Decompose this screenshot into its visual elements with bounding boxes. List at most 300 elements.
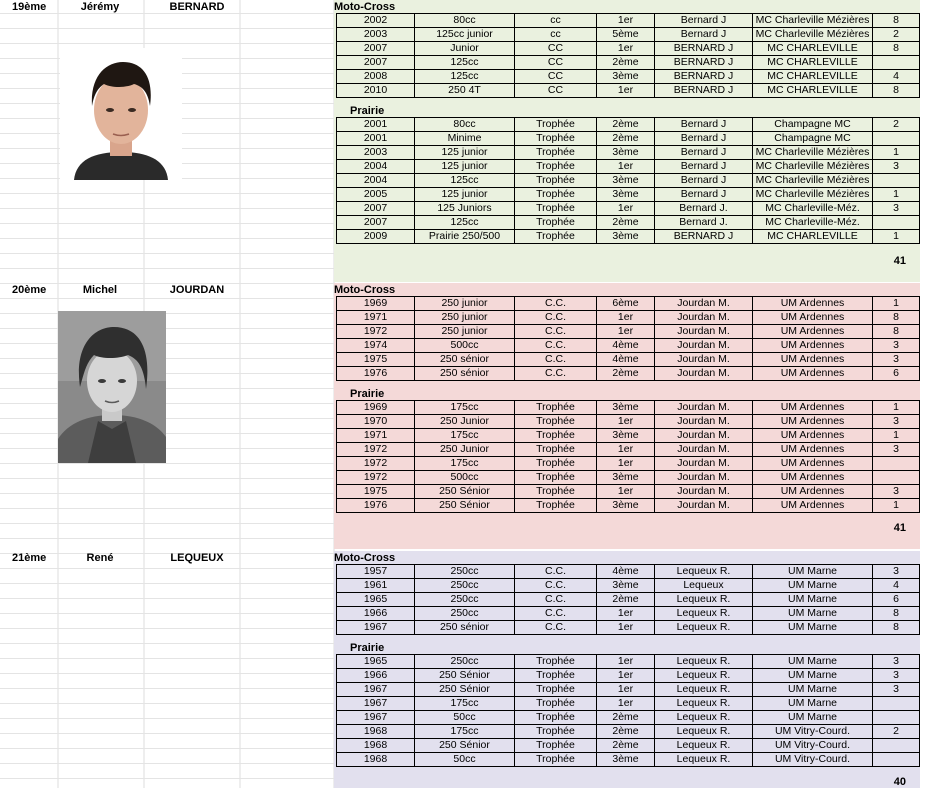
category-cell[interactable]: Trophée (515, 216, 597, 230)
year-cell[interactable]: 2008 (337, 70, 415, 84)
club-cell[interactable]: UM Vitry-Courd. (753, 725, 873, 739)
category-cell[interactable]: Trophée (515, 485, 597, 499)
points-cell[interactable] (873, 132, 920, 146)
category-cell[interactable]: C.C. (515, 565, 597, 579)
club-cell[interactable]: MC CHARLEVILLE (753, 42, 873, 56)
category-cell[interactable]: Trophée (515, 739, 597, 753)
year-cell[interactable]: 1966 (337, 669, 415, 683)
club-cell[interactable]: UM Ardennes (753, 325, 873, 339)
rider-name-cell[interactable]: Jourdan M. (655, 353, 753, 367)
class-cell[interactable]: Junior (415, 42, 515, 56)
club-cell[interactable]: UM Marne (753, 697, 873, 711)
points-cell[interactable]: 1 (873, 146, 920, 160)
placing-cell[interactable]: 1er (597, 325, 655, 339)
club-cell[interactable]: Champagne MC (753, 132, 873, 146)
placing-cell[interactable]: 5ème (597, 28, 655, 42)
year-cell[interactable]: 1965 (337, 655, 415, 669)
placing-cell[interactable]: 3ème (597, 230, 655, 244)
year-cell[interactable]: 2001 (337, 132, 415, 146)
class-cell[interactable]: 175cc (415, 401, 515, 415)
rider-name-cell[interactable]: Jourdan M. (655, 325, 753, 339)
club-cell[interactable]: UM Ardennes (753, 471, 873, 485)
rider-name-cell[interactable]: Bernard J (655, 132, 753, 146)
category-cell[interactable]: CC (515, 56, 597, 70)
category-cell[interactable]: C.C. (515, 297, 597, 311)
rider-name-cell[interactable]: Lequeux R. (655, 593, 753, 607)
year-cell[interactable]: 1969 (337, 401, 415, 415)
category-cell[interactable]: C.C. (515, 607, 597, 621)
category-cell[interactable]: C.C. (515, 621, 597, 635)
points-cell[interactable]: 8 (873, 607, 920, 621)
category-cell[interactable]: Trophée (515, 230, 597, 244)
placing-cell[interactable]: 2ème (597, 367, 655, 381)
club-cell[interactable]: MC Charleville Mézières (753, 160, 873, 174)
class-cell[interactable]: 500cc (415, 471, 515, 485)
class-cell[interactable]: 125cc (415, 56, 515, 70)
rider-name-cell[interactable]: Bernard J (655, 118, 753, 132)
placing-cell[interactable]: 3ème (597, 579, 655, 593)
class-cell[interactable]: 250 Sénior (415, 683, 515, 697)
rider-name-cell[interactable]: Jourdan M. (655, 367, 753, 381)
class-cell[interactable]: 125cc (415, 70, 515, 84)
year-cell[interactable]: 1976 (337, 499, 415, 513)
category-cell[interactable]: C.C. (515, 579, 597, 593)
category-cell[interactable]: Trophée (515, 202, 597, 216)
class-cell[interactable]: 250cc (415, 565, 515, 579)
placing-cell[interactable]: 2ème (597, 56, 655, 70)
club-cell[interactable]: MC Charleville-Méz. (753, 202, 873, 216)
rider-block (0, 0, 938, 282)
club-cell[interactable]: UM Marne (753, 593, 873, 607)
placing-cell[interactable]: 4ème (597, 565, 655, 579)
placing-cell[interactable]: 3ème (597, 429, 655, 443)
placing-cell[interactable]: 1er (597, 42, 655, 56)
category-cell[interactable]: Trophée (515, 132, 597, 146)
rider-name-cell[interactable]: Bernard J (655, 14, 753, 28)
rider-name-cell[interactable]: Bernard J (655, 174, 753, 188)
placing-cell[interactable]: 2ème (597, 739, 655, 753)
class-cell[interactable]: 250 junior (415, 297, 515, 311)
rider-name-cell[interactable]: Lequeux R. (655, 655, 753, 669)
placing-cell[interactable]: 1er (597, 655, 655, 669)
points-cell[interactable]: 3 (873, 339, 920, 353)
club-cell[interactable]: UM Marne (753, 607, 873, 621)
points-cell[interactable]: 3 (873, 565, 920, 579)
club-cell[interactable]: UM Marne (753, 655, 873, 669)
year-cell[interactable]: 1957 (337, 565, 415, 579)
points-cell[interactable]: 3 (873, 443, 920, 457)
points-cell[interactable]: 8 (873, 14, 920, 28)
points-cell[interactable]: 3 (873, 202, 920, 216)
category-cell[interactable]: C.C. (515, 339, 597, 353)
category-cell[interactable]: Trophée (515, 697, 597, 711)
class-cell[interactable]: 125 Juniors (415, 202, 515, 216)
class-cell[interactable]: 175cc (415, 697, 515, 711)
points-cell[interactable]: 1 (873, 188, 920, 202)
placing-cell[interactable]: 1er (597, 485, 655, 499)
placing-cell[interactable]: 2ème (597, 593, 655, 607)
year-cell[interactable]: 1971 (337, 311, 415, 325)
category-cell[interactable]: Trophée (515, 683, 597, 697)
placing-cell[interactable]: 1er (597, 160, 655, 174)
points-cell[interactable]: 1 (873, 499, 920, 513)
rider-name-cell[interactable]: Lequeux R. (655, 711, 753, 725)
category-cell[interactable]: cc (515, 14, 597, 28)
category-cell[interactable]: Trophée (515, 669, 597, 683)
category-cell[interactable]: Trophée (515, 499, 597, 513)
placing-cell[interactable]: 3ème (597, 174, 655, 188)
year-cell[interactable]: 1961 (337, 579, 415, 593)
points-cell[interactable]: 3 (873, 485, 920, 499)
category-cell[interactable]: Trophée (515, 711, 597, 725)
placing-cell[interactable]: 1er (597, 202, 655, 216)
category-cell[interactable]: Trophée (515, 655, 597, 669)
category-cell[interactable]: Trophée (515, 118, 597, 132)
class-cell[interactable]: 250 4T (415, 84, 515, 98)
class-cell[interactable]: 500cc (415, 339, 515, 353)
placing-cell[interactable]: 1er (597, 84, 655, 98)
year-cell[interactable]: 1968 (337, 739, 415, 753)
rider-name-cell[interactable]: Jourdan M. (655, 471, 753, 485)
points-cell[interactable]: 4 (873, 70, 920, 84)
club-cell[interactable]: UM Marne (753, 565, 873, 579)
category-cell[interactable]: Trophée (515, 415, 597, 429)
year-cell[interactable]: 1975 (337, 485, 415, 499)
year-cell[interactable]: 2003 (337, 146, 415, 160)
year-cell[interactable]: 1968 (337, 725, 415, 739)
rider-name-cell[interactable]: Jourdan M. (655, 297, 753, 311)
category-cell[interactable]: C.C. (515, 311, 597, 325)
year-cell[interactable]: 1972 (337, 325, 415, 339)
category-cell[interactable]: Trophée (515, 457, 597, 471)
club-cell[interactable]: UM Marne (753, 711, 873, 725)
class-cell[interactable]: 250 Sénior (415, 739, 515, 753)
rider-name-cell[interactable]: Jourdan M. (655, 457, 753, 471)
points-cell[interactable] (873, 471, 920, 485)
year-cell[interactable]: 2007 (337, 216, 415, 230)
club-cell[interactable]: UM Ardennes (753, 367, 873, 381)
class-cell[interactable]: 80cc (415, 14, 515, 28)
club-cell[interactable]: MC Charleville Mézières (753, 188, 873, 202)
table-row (337, 683, 920, 697)
category-cell[interactable]: C.C. (515, 367, 597, 381)
points-cell[interactable]: 4 (873, 579, 920, 593)
points-cell[interactable]: 3 (873, 669, 920, 683)
class-cell[interactable]: 125 junior (415, 146, 515, 160)
points-cell[interactable]: 8 (873, 325, 920, 339)
year-cell[interactable]: 2003 (337, 28, 415, 42)
rider-name-cell[interactable]: Lequeux R. (655, 565, 753, 579)
points-cell[interactable]: 1 (873, 297, 920, 311)
placing-cell[interactable]: 3ème (597, 471, 655, 485)
rider-name-cell[interactable]: Lequeux R. (655, 739, 753, 753)
club-cell[interactable]: UM Marne (753, 669, 873, 683)
rider-name-cell[interactable]: Lequeux R. (655, 621, 753, 635)
class-cell[interactable]: Minime (415, 132, 515, 146)
year-cell[interactable]: 1966 (337, 607, 415, 621)
rider-name-cell[interactable]: Bernard J. (655, 216, 753, 230)
club-cell[interactable]: UM Ardennes (753, 485, 873, 499)
placing-cell[interactable]: 2ème (597, 711, 655, 725)
points-cell[interactable]: 2 (873, 725, 920, 739)
rider-name-cell[interactable]: Jourdan M. (655, 429, 753, 443)
placing-cell[interactable]: 3ème (597, 401, 655, 415)
points-cell[interactable]: 1 (873, 230, 920, 244)
rider-name-cell[interactable]: BERNARD J (655, 84, 753, 98)
class-cell[interactable]: 250cc (415, 579, 515, 593)
table-row (337, 367, 920, 381)
class-cell[interactable]: 250 Sénior (415, 485, 515, 499)
category-cell[interactable]: Trophée (515, 753, 597, 767)
class-cell[interactable]: 250 Sénior (415, 499, 515, 513)
placing-cell[interactable]: 1er (597, 443, 655, 457)
placing-cell[interactable]: 3ème (597, 188, 655, 202)
points-cell[interactable]: 8 (873, 84, 920, 98)
rider-name-cell[interactable]: BERNARD J (655, 230, 753, 244)
category-cell[interactable]: CC (515, 70, 597, 84)
points-cell[interactable]: 8 (873, 621, 920, 635)
year-cell[interactable]: 2007 (337, 56, 415, 70)
club-cell[interactable]: UM Ardennes (753, 429, 873, 443)
club-cell[interactable]: UM Marne (753, 579, 873, 593)
points-cell[interactable] (873, 753, 920, 767)
club-cell[interactable]: MC Charleville Mézières (753, 14, 873, 28)
year-cell[interactable]: 1976 (337, 367, 415, 381)
club-cell[interactable]: UM Ardennes (753, 297, 873, 311)
club-cell[interactable]: UM Ardennes (753, 499, 873, 513)
year-cell[interactable]: 1967 (337, 697, 415, 711)
year-cell[interactable]: 1967 (337, 683, 415, 697)
rider-name-cell[interactable]: BERNARD J (655, 42, 753, 56)
placing-cell[interactable]: 1er (597, 14, 655, 28)
category-cell[interactable]: Trophée (515, 188, 597, 202)
club-cell[interactable]: MC CHARLEVILLE (753, 84, 873, 98)
class-cell[interactable]: 50cc (415, 753, 515, 767)
class-cell[interactable]: 250cc (415, 593, 515, 607)
year-cell[interactable]: 1972 (337, 471, 415, 485)
points-cell[interactable]: 3 (873, 353, 920, 367)
rider-name-cell[interactable]: Jourdan M. (655, 415, 753, 429)
year-cell[interactable]: 2009 (337, 230, 415, 244)
club-cell[interactable]: UM Marne (753, 683, 873, 697)
rider-name-cell[interactable]: Lequeux R. (655, 669, 753, 683)
class-cell[interactable]: 250 sénior (415, 353, 515, 367)
rider-name-cell[interactable]: Jourdan M. (655, 443, 753, 457)
class-cell[interactable]: 250 sénior (415, 621, 515, 635)
class-cell[interactable]: 175cc (415, 457, 515, 471)
points-cell[interactable]: 2 (873, 28, 920, 42)
placing-cell[interactable]: 1er (597, 457, 655, 471)
club-cell[interactable]: UM Vitry-Courd. (753, 739, 873, 753)
category-cell[interactable]: Trophée (515, 160, 597, 174)
class-cell[interactable]: 250 sénior (415, 367, 515, 381)
placing-cell[interactable]: 1er (597, 311, 655, 325)
placing-cell[interactable]: 1er (597, 607, 655, 621)
year-cell[interactable]: 1972 (337, 457, 415, 471)
points-cell[interactable]: 3 (873, 160, 920, 174)
class-cell[interactable]: 80cc (415, 118, 515, 132)
class-cell[interactable]: 125cc junior (415, 28, 515, 42)
category-cell[interactable]: Trophée (515, 401, 597, 415)
points-cell[interactable]: 2 (873, 118, 920, 132)
points-cell[interactable]: 1 (873, 401, 920, 415)
club-cell[interactable]: UM Ardennes (753, 415, 873, 429)
category-cell[interactable]: Trophée (515, 174, 597, 188)
club-cell[interactable]: UM Ardennes (753, 339, 873, 353)
year-cell[interactable]: 2004 (337, 160, 415, 174)
rider-name-cell[interactable]: Jourdan M. (655, 339, 753, 353)
rider-name-cell[interactable]: Jourdan M. (655, 401, 753, 415)
placing-cell[interactable]: 6ème (597, 297, 655, 311)
placing-cell[interactable]: 2ème (597, 132, 655, 146)
class-cell[interactable]: 250 junior (415, 325, 515, 339)
rider-name-cell[interactable]: Bernard J (655, 28, 753, 42)
category-cell[interactable]: Trophée (515, 443, 597, 457)
placing-cell[interactable]: 2ème (597, 725, 655, 739)
category-cell[interactable]: Trophée (515, 429, 597, 443)
club-cell[interactable]: UM Marne (753, 621, 873, 635)
points-cell[interactable] (873, 711, 920, 725)
placing-cell[interactable]: 3ème (597, 499, 655, 513)
rider-name-cell[interactable]: Jourdan M. (655, 499, 753, 513)
placing-cell[interactable]: 2ème (597, 216, 655, 230)
rider-name-cell[interactable]: Bernard J (655, 146, 753, 160)
rider-name-cell[interactable]: Lequeux R. (655, 753, 753, 767)
placing-cell[interactable]: 1er (597, 683, 655, 697)
year-cell[interactable]: 1965 (337, 593, 415, 607)
year-cell[interactable]: 2004 (337, 174, 415, 188)
category-cell[interactable]: Trophée (515, 471, 597, 485)
class-cell[interactable]: 50cc (415, 711, 515, 725)
class-cell[interactable]: 175cc (415, 725, 515, 739)
club-cell[interactable]: MC CHARLEVILLE (753, 70, 873, 84)
club-cell[interactable]: MC Charleville Mézières (753, 28, 873, 42)
points-cell[interactable] (873, 216, 920, 230)
rider-name-cell[interactable]: Jourdan M. (655, 311, 753, 325)
placing-cell[interactable]: 2ème (597, 118, 655, 132)
category-cell[interactable]: CC (515, 84, 597, 98)
points-cell[interactable] (873, 697, 920, 711)
club-cell[interactable]: MC CHARLEVILLE (753, 230, 873, 244)
club-cell[interactable]: UM Ardennes (753, 401, 873, 415)
placing-cell[interactable]: 3ème (597, 753, 655, 767)
points-cell[interactable] (873, 56, 920, 70)
club-cell[interactable]: Champagne MC (753, 118, 873, 132)
class-cell[interactable]: 125cc (415, 174, 515, 188)
points-cell[interactable]: 8 (873, 42, 920, 56)
category-cell[interactable]: C.C. (515, 593, 597, 607)
points-cell[interactable]: 3 (873, 655, 920, 669)
club-cell[interactable]: MC Charleville Mézières (753, 146, 873, 160)
placing-cell[interactable]: 1er (597, 669, 655, 683)
placing-cell[interactable]: 1er (597, 415, 655, 429)
year-cell[interactable]: 1975 (337, 353, 415, 367)
points-cell[interactable]: 3 (873, 415, 920, 429)
club-cell[interactable]: UM Ardennes (753, 311, 873, 325)
year-cell[interactable]: 1970 (337, 415, 415, 429)
club-cell[interactable]: UM Vitry-Courd. (753, 753, 873, 767)
class-cell[interactable]: 250 Junior (415, 415, 515, 429)
class-cell[interactable]: 250cc (415, 655, 515, 669)
points-cell[interactable]: 1 (873, 429, 920, 443)
year-cell[interactable]: 1968 (337, 753, 415, 767)
points-cell[interactable] (873, 174, 920, 188)
placing-cell[interactable]: 3ème (597, 146, 655, 160)
year-cell[interactable]: 1967 (337, 621, 415, 635)
year-cell[interactable]: 2010 (337, 84, 415, 98)
class-cell[interactable]: 125 junior (415, 160, 515, 174)
rider-name-cell[interactable]: Lequeux R. (655, 725, 753, 739)
rider-name-cell[interactable]: BERNARD J (655, 70, 753, 84)
class-cell[interactable]: 175cc (415, 429, 515, 443)
points-cell[interactable]: 8 (873, 311, 920, 325)
rider-name-cell[interactable]: Bernard J (655, 160, 753, 174)
points-cell[interactable]: 6 (873, 593, 920, 607)
year-cell[interactable]: 1974 (337, 339, 415, 353)
rider-name-cell[interactable]: Lequeux (655, 579, 753, 593)
placing-cell[interactable]: 4ème (597, 339, 655, 353)
club-cell[interactable]: MC Charleville-Méz. (753, 216, 873, 230)
year-cell[interactable]: 2005 (337, 188, 415, 202)
placing-cell[interactable]: 4ème (597, 353, 655, 367)
points-cell[interactable] (873, 739, 920, 753)
placing-cell[interactable]: 1er (597, 621, 655, 635)
points-cell[interactable]: 6 (873, 367, 920, 381)
class-cell[interactable]: 250 Junior (415, 443, 515, 457)
year-cell[interactable]: 2001 (337, 118, 415, 132)
year-cell[interactable]: 1969 (337, 297, 415, 311)
section-title-motocross: Moto-Cross (334, 1, 396, 13)
rider-name-cell[interactable]: Bernard J (655, 188, 753, 202)
class-cell[interactable]: 125cc (415, 216, 515, 230)
rider-name-cell[interactable]: Jourdan M. (655, 485, 753, 499)
class-cell[interactable]: 125 junior (415, 188, 515, 202)
points-cell[interactable] (873, 457, 920, 471)
category-cell[interactable]: Trophée (515, 146, 597, 160)
placing-cell[interactable]: 1er (597, 697, 655, 711)
category-cell[interactable]: Trophée (515, 725, 597, 739)
class-cell[interactable]: Prairie 250/500 (415, 230, 515, 244)
year-cell[interactable]: 1971 (337, 429, 415, 443)
year-cell[interactable]: 1967 (337, 711, 415, 725)
placing-cell[interactable]: 3ème (597, 70, 655, 84)
category-cell[interactable]: C.C. (515, 325, 597, 339)
table-row (337, 174, 920, 188)
rider-name-cell[interactable]: Bernard J. (655, 202, 753, 216)
class-cell[interactable]: 250 Sénior (415, 669, 515, 683)
club-cell[interactable]: UM Ardennes (753, 457, 873, 471)
year-cell[interactable]: 2002 (337, 14, 415, 28)
table-row (337, 457, 920, 471)
club-cell[interactable]: MC Charleville Mézières (753, 174, 873, 188)
category-cell[interactable]: cc (515, 28, 597, 42)
club-cell[interactable]: MC CHARLEVILLE (753, 56, 873, 70)
points-cell[interactable]: 3 (873, 683, 920, 697)
class-cell[interactable]: 250 junior (415, 311, 515, 325)
rider-name-cell[interactable]: BERNARD J (655, 56, 753, 70)
category-cell[interactable]: CC (515, 42, 597, 56)
club-cell[interactable]: UM Ardennes (753, 443, 873, 457)
rider-name-cell[interactable]: Lequeux R. (655, 683, 753, 697)
category-cell[interactable]: C.C. (515, 353, 597, 367)
rider-name-cell[interactable]: Lequeux R. (655, 607, 753, 621)
class-cell[interactable]: 250cc (415, 607, 515, 621)
year-cell[interactable]: 2007 (337, 202, 415, 216)
club-cell[interactable]: UM Ardennes (753, 353, 873, 367)
year-cell[interactable]: 1972 (337, 443, 415, 457)
rider-name-cell[interactable]: Lequeux R. (655, 697, 753, 711)
year-cell[interactable]: 2007 (337, 42, 415, 56)
